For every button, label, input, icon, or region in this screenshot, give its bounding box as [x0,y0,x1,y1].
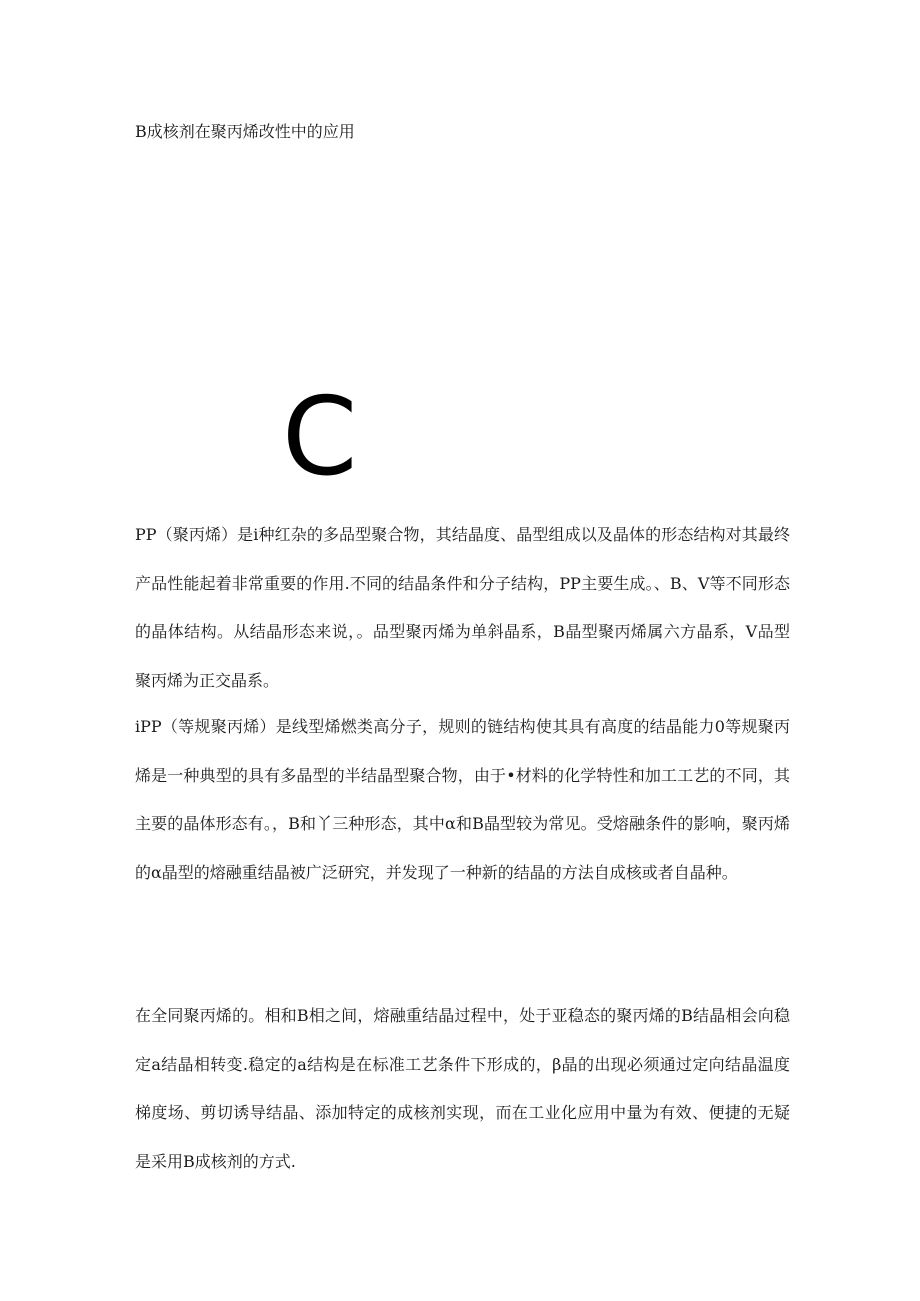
paragraph-beta-nucleating-agent: 在全同聚丙烯的。相和B相之间，熔融重结晶过程中，处于亚稳态的聚丙烯的B结晶相会向稳定a结晶相转变.稳定的a结构是在标准工艺条件下形成的，β晶的出现必须通过定向结晶温度梯度场、剪切诱导结晶、添加特定的成核剂实现，而在工业化应用中量为有效、便捷的无疑是采用B成核剂的方式. [135,1006,790,1171]
paragraph-ipp-crystal-forms: iPP（等规聚丙烯）是线型烯燃类高分子，规则的链结构使其具有高度的结晶能力0等规聚丙烯是一种典型的具有多晶型的半结晶型聚合物，由于•材料的化学特性和加工工艺的不同，其主要的晶体形态有。，B和丫三种形态，其中α和B晶型较为常见。受熔融条件的影响，聚丙烯的α晶型的熔融重结晶被广泛研究，并发现了一种新的结晶的方法自成核或者自晶种。 [135,717,790,882]
large-letter-c: C [282,375,358,500]
paragraph-pp-intro: PP（聚丙烯）是i种红杂的多品型聚合物，其结晶度、晶型组成以及晶体的形态结构对其最终产品性能起着非常重要的作用.不同的结晶条件和分子结构，PP主要生成。、B、V等不同形态的晶体结构。从结晶形态来说，。品型聚丙烯为单斜晶系，B晶型聚丙烯属六方晶系，V品型聚丙烯为正交晶系。 [135,525,790,690]
document-title: B成核剂在聚丙烯改性中的应用 [135,122,355,141]
